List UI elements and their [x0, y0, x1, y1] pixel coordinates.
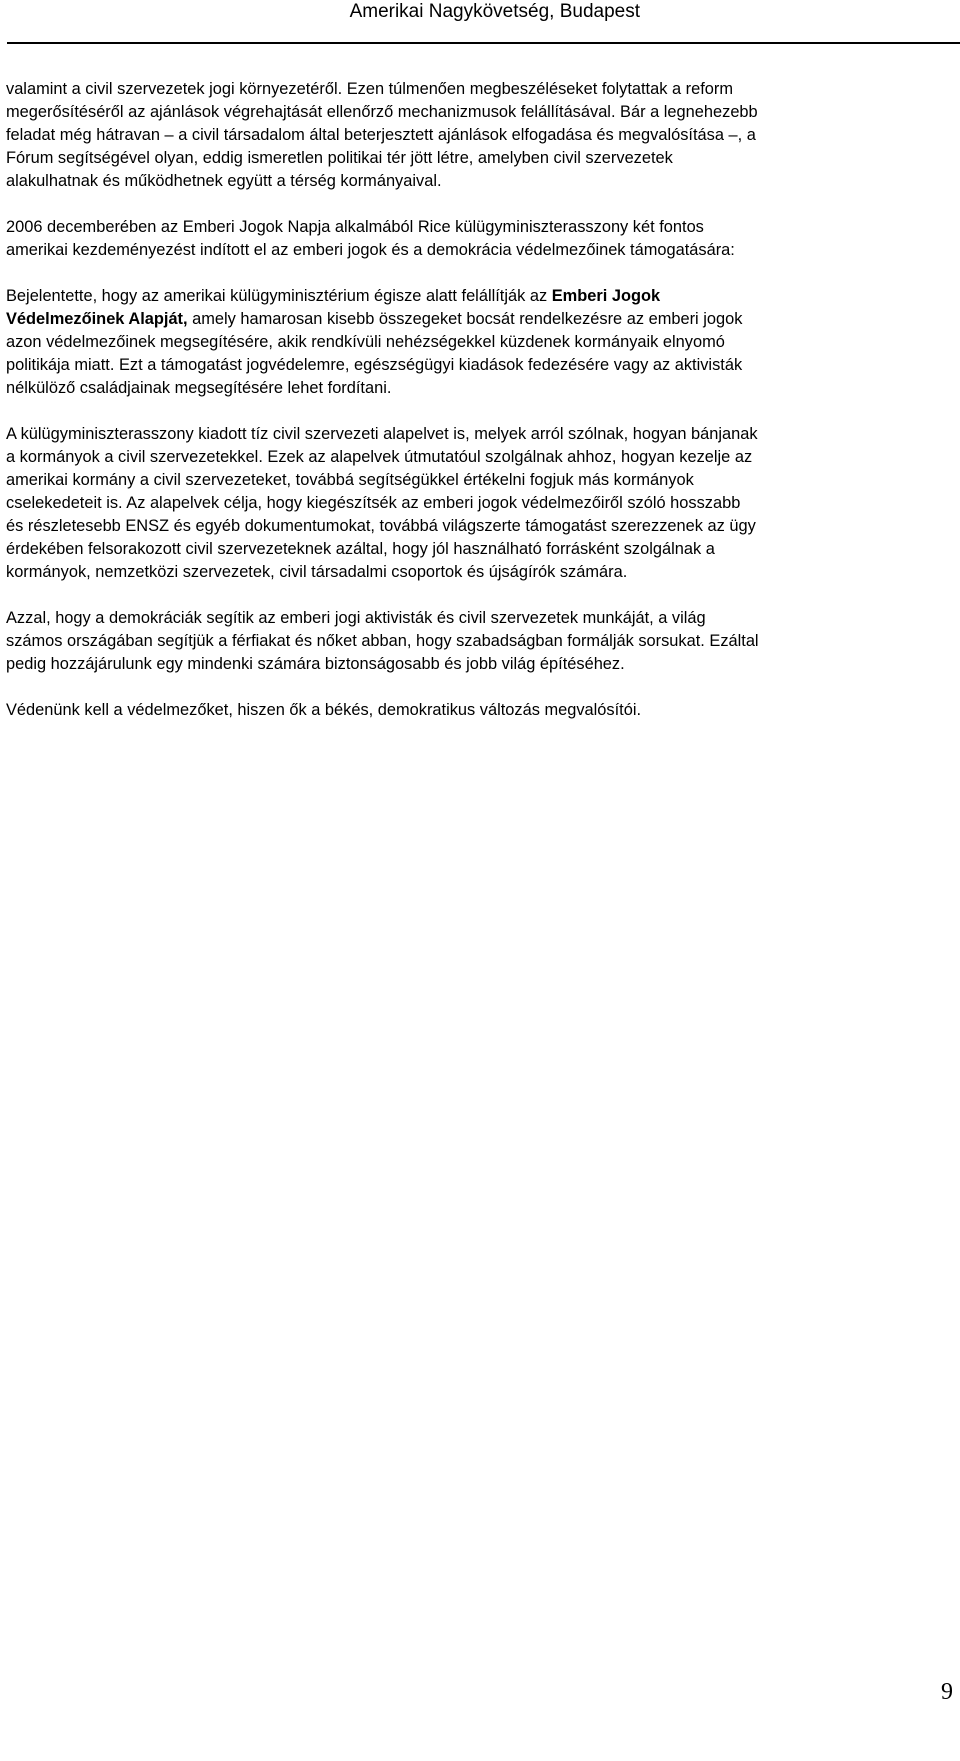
text-line: feladat még hátravan – a civil társadalom által beterjesztett ajánlások elfogadása és megvalósítása –, a [6, 126, 756, 144]
fund-name-bold: Emberi Jogok [551, 287, 661, 305]
text-line: és részletesebb ENSZ és egyéb dokumentumokat, továbbá világszerte támogatást szerezzenek az ügy [6, 517, 756, 535]
text-line: amerikai kormány a civil szervezeteket, továbbá segítségükkel értékelni fogjuk más kormányok [6, 471, 694, 489]
header-divider [7, 42, 960, 44]
text-line: azon védelmezőinek megsegítésére, akik rendkívüli nehézségekkel küzdenek kormányaik elnyomó [6, 333, 725, 351]
text-line: Azzal, hogy a demokráciák segítik az emberi jogi aktivisták és civil szervezetek munkáját, a világ [6, 609, 706, 627]
paragraph-4 [6, 423, 956, 584]
text-line [6, 308, 956, 331]
page-header [0, 0, 960, 44]
paragraph-3 [6, 285, 956, 400]
paragraph-6 [6, 699, 956, 722]
text-line [6, 285, 956, 308]
header-title: Amerikai Nagykövetség, Budapest [349, 1, 640, 22]
page-number: 9 [941, 1679, 953, 1705]
text-line: cselekedeteit is. Az alapelvek célja, hogy kiegészítsék az emberi jogok védelmezőiről szóló hosszabb [6, 494, 741, 512]
text-segment: Bejelentette, hogy az amerikai külügyminisztérium égisze alatt felállítják az [6, 287, 552, 305]
text-line: valamint a civil szervezetek jogi környezetéről. Ezen túlmenően megbeszéléseket folytattak a reform [6, 80, 733, 98]
text-line: megerősítéséről az ajánlások végrehajtását ellenőrző mechanizmusok felállításával. Bár a legnehezebb [6, 103, 758, 121]
paragraph-5 [6, 607, 956, 676]
text-line: a kormányok a civil szervezetekkel. Ezek az alapelvek útmutatóul szolgálnak ahhoz, hogyan kezelje az [6, 448, 753, 466]
paragraph-1 [6, 78, 956, 193]
document-body [6, 78, 956, 745]
text-line: 2006 decemberében az Emberi Jogok Napja alkalmából Rice külügyminiszterasszony két fontos [6, 218, 704, 236]
text-line: pedig hozzájárulunk egy mindenki számára biztonságosabb és jobb világ építéséhez. [6, 655, 625, 673]
text-line: érdekében felsorakozott civil szervezeteknek azáltal, hogy jól használható forrásként szolgálnak a [6, 540, 715, 558]
text-line: amerikai kezdeményezést indított el az emberi jogok és a demokrácia védelmezőinek támogatására: [6, 241, 735, 259]
text-segment: amely hamarosan kisebb összegeket bocsát rendelkezésre az emberi jogok [187, 310, 743, 328]
text-line: kormányok, nemzetközi szervezetek, civil társadalmi csoportok és újságírók számára. [6, 563, 628, 581]
text-line: alakulhatnak és működhetnek együtt a térség kormányaival. [6, 172, 442, 190]
paragraph-2 [6, 216, 956, 262]
text-line: A külügyminiszterasszony kiadott tíz civil szervezeti alapelvet is, melyek arról szólnak, hogyan bánjanak [6, 425, 758, 443]
fund-name-bold: Védelmezőinek Alapját, [6, 310, 188, 328]
text-line: számos országában segítjük a férfiakat és nőket abban, hogy szabadságban formálják sorsukat. Ezáltal [6, 632, 759, 650]
text-line: Fórum segítségével olyan, eddig ismeretlen politikai tér jött létre, amelyben civil szervezetek [6, 149, 673, 167]
text-line: Védenünk kell a védelmezőket, hiszen ők a békés, demokratikus változás megvalósítói. [6, 701, 642, 719]
text-line: nélkülöző családjainak megsegítésére lehet fordítani. [6, 379, 392, 397]
text-line: politikája miatt. Ezt a támogatást jogvédelemre, egészségügyi kiadások fedezésére vagy az aktivisták [6, 356, 743, 374]
